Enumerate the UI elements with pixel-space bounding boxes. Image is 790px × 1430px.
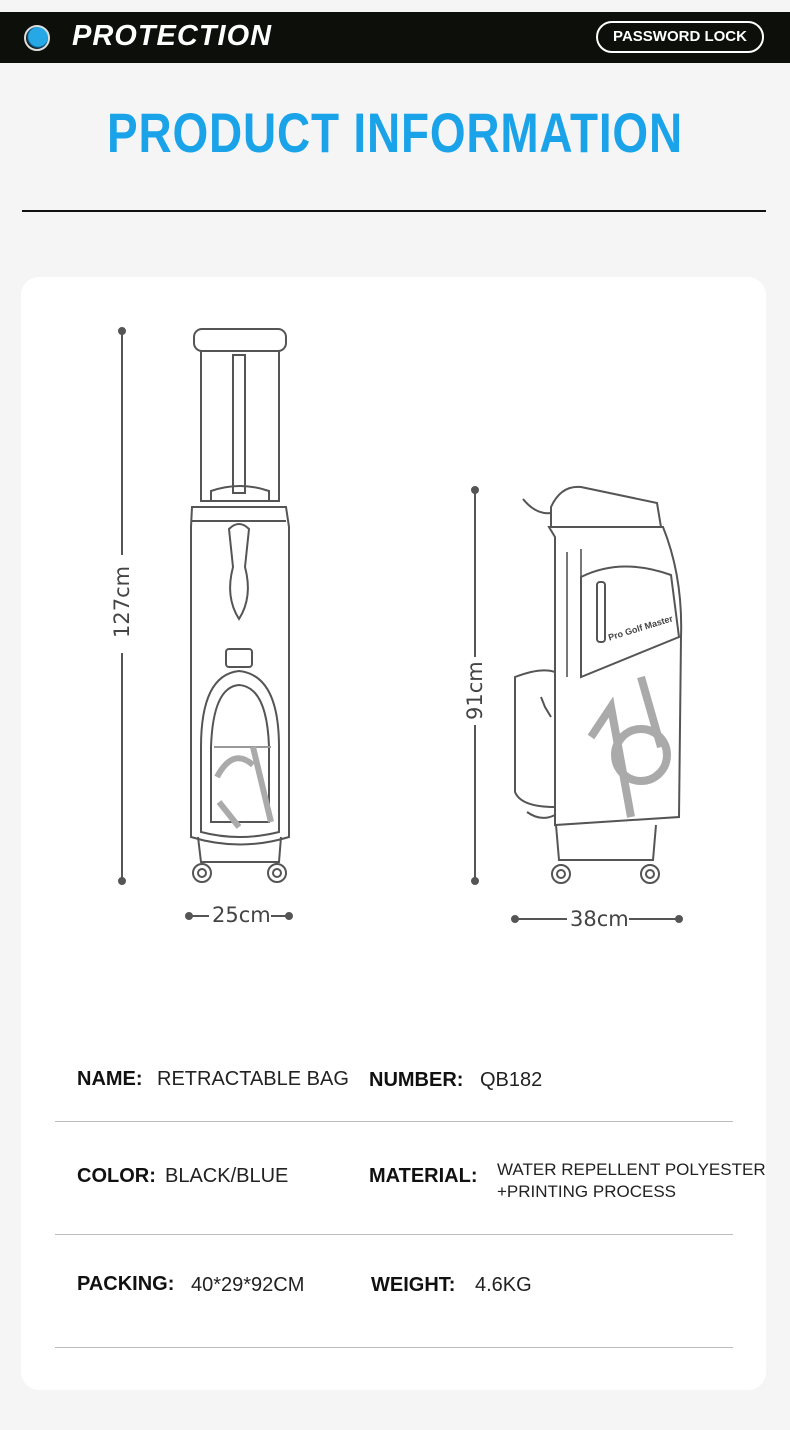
material-value-line1: WATER REPELLENT POLYESTER (497, 1160, 766, 1179)
spec-divider (55, 1234, 733, 1235)
packing-label: PACKING: (77, 1273, 175, 1295)
retractable-bag-front-drawing (191, 329, 289, 882)
brand-dot-icon (24, 25, 50, 51)
number-label: NUMBER: (369, 1069, 464, 1091)
color-label: COLOR: (77, 1165, 156, 1187)
name-value: RETRACTABLE BAG (157, 1068, 349, 1090)
color-value: BLACK/BLUE (165, 1165, 289, 1187)
number-value: QB182 (480, 1069, 543, 1091)
header-bar (0, 12, 790, 63)
bag1-height-label: 127cm (110, 565, 134, 638)
bag2-width-label: 38cm (570, 907, 629, 931)
page-title: PRODUCT INFORMATION (107, 101, 683, 164)
cart-bag-side-drawing (515, 487, 681, 883)
packing-value: 40*29*92CM (191, 1274, 305, 1296)
bag1-width-label: 25cm (212, 903, 271, 927)
bag2-print-text: Pro Golf Master (607, 613, 675, 643)
product-card (21, 277, 766, 1390)
spec-divider (55, 1121, 733, 1122)
material-value-line2: +PRINTING PROCESS (497, 1182, 677, 1201)
name-label: NAME: (77, 1068, 143, 1090)
material-label: MATERIAL: (369, 1165, 478, 1187)
weight-label: WEIGHT: (371, 1274, 456, 1296)
weight-value: 4.6KG (475, 1274, 532, 1296)
password-lock-badge: PASSWORD LOCK (596, 21, 764, 53)
header-title: PROTECTION (72, 20, 273, 52)
bag2-height-label: 91cm (463, 661, 487, 720)
divider (22, 210, 766, 212)
spec-divider (55, 1347, 733, 1348)
